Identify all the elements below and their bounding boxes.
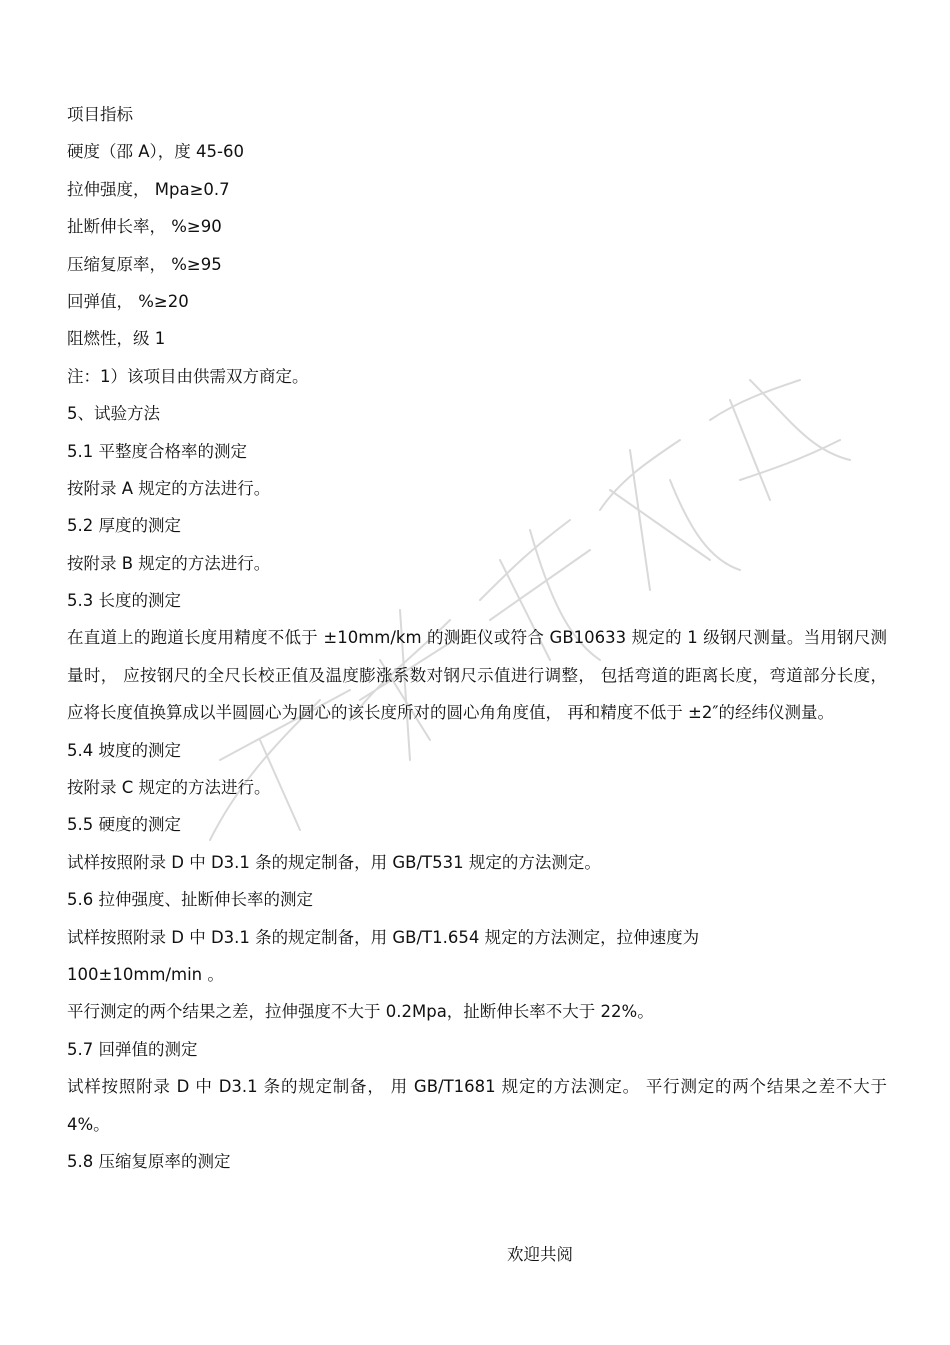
text-line: 试样按照附录 D 中 D3.1 条的规定制备，用 GB/T1.654 规定的方法测定，拉伸速度为 [67, 927, 700, 947]
subsection-heading: 5.3 长度的测定 [67, 591, 181, 611]
subsection-heading: 5.8 压缩复原率的测定 [67, 1152, 231, 1172]
text-line: 100±10mm/min 。 [67, 965, 224, 985]
paragraph-rebound-method: 试样按照附录 D 中 D3.1 条的规定制备， 用 GB/T1681 规定的方法测定。 平行测定的两个结果之差不大于 4%。 [67, 1077, 887, 1134]
text-line: 扯断伸长率， %≥90 [67, 217, 222, 237]
text-line: 按附录 B 规定的方法进行。 [67, 553, 271, 573]
text-line: 阻燃性，级 1 [67, 329, 166, 349]
paragraph-length-method: 在直道上的跑道长度用精度不低于 ±10mm/km 的测距仪或符合 GB10633 规定的 1 级钢尺测量。当用钢尺测量时， 应按钢尺的全尺长校正值及温度膨涨系数对钢尺示值进行调整， 包括弯道的距离长度，弯道部分长度， 应将长度值换算成以半圆圆心为圆心的该长度所对的圆心角角度值， 再和精度不低于 ±2″的经纬仪测量。 [67, 628, 887, 723]
section-heading: 5、试验方法 [67, 404, 160, 424]
text-line: 按附录 C 规定的方法进行。 [67, 778, 271, 798]
text-line: 按附录 A 规定的方法进行。 [67, 478, 271, 498]
text-line: 试样按照附录 D 中 D3.1 条的规定制备，用 GB/T531 规定的方法测定。 [67, 852, 601, 872]
subsection-heading: 5.6 拉伸强度、扯断伸长率的测定 [67, 890, 313, 910]
subsection-heading: 5.2 厚度的测定 [67, 516, 181, 536]
text-line: 压缩复原率， %≥95 [67, 254, 222, 274]
text-line: 注：1）该项目由供需双方商定。 [67, 366, 309, 386]
subsection-heading: 5.4 坡度的测定 [67, 740, 181, 760]
text-line: 硬度（邵 A），度 45-60 [67, 142, 244, 162]
subsection-heading: 5.7 回弹值的测定 [67, 1039, 198, 1059]
text-line: 回弹值， %≥20 [67, 291, 189, 311]
text-line: 项目指标 [67, 105, 133, 124]
document-body [67, 96, 887, 1180]
subsection-heading: 5.5 硬度的测定 [67, 815, 181, 835]
page-footer: 欢迎共阅 [507, 1245, 573, 1264]
text-line: 拉伸强度， Mpa≥0.7 [67, 179, 230, 199]
subsection-heading: 5.1 平整度合格率的测定 [67, 441, 247, 461]
text-line: 平行测定的两个结果之差，拉伸强度不大于 0.2Mpa，扯断伸长率不大于 22%。 [67, 1002, 654, 1022]
